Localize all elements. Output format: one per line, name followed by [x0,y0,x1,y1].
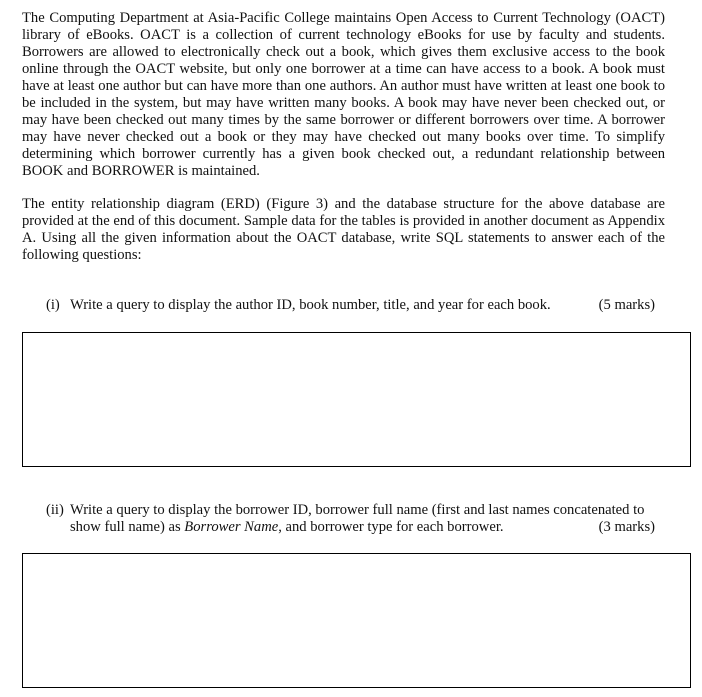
question-2-alias: Borrower Name [184,519,279,535]
question-2-number: (ii) [46,502,64,518]
answer-box-2[interactable] [22,553,691,688]
instructions-paragraph: The entity relationship diagram (ERD) (Figure 3) and the database structure for the above database are provided at the end of this document. Sample data for the tables is provided in another document as Appendix A. Using all the given information about the OACT database, write SQL statements to answer each of the following questions: [22,196,665,263]
question-1-marks: (5 marks) [598,297,655,313]
question-2-marks: (3 marks) [598,519,655,535]
question-2-text-after: , and borrower type for each borrower. [278,519,504,535]
question-1 [46,297,665,314]
intro-paragraph: The Computing Department at Asia-Pacific College maintains Open Access to Current Technology (OACT) library of eBooks. OACT is a collection of current technology eBooks for use by faculty and students. Borrowers are allowed to electronically check out a book, which gives them exclusive access to the book online through the OACT website, but only one borrower at a time can have access to a book. A book must have at least one author but can have more than one authors. An author must have written at least one book to be included in the system, but may have written many books. A book may have never been checked out, or may have been checked out many times by the same borrower or different borrowers over time. A borrower may have never checked out a book or they may have checked out many books over time. To simplify determining which borrower currently has a given book checked out, a redundant relationship between BOOK and BORROWER is maintained. [22,10,665,179]
question-2 [46,502,665,536]
question-2-text-before: Write a query to display the borrower ID, borrower full name (first and last names concatenated to show full name) as [70,502,645,535]
answer-box-1[interactable] [22,332,691,467]
question-2-text [70,502,665,536]
question-1-text: Write a query to display the author ID, book number, title, and year for each book. [70,297,551,313]
question-1-number: (i) [46,297,60,313]
